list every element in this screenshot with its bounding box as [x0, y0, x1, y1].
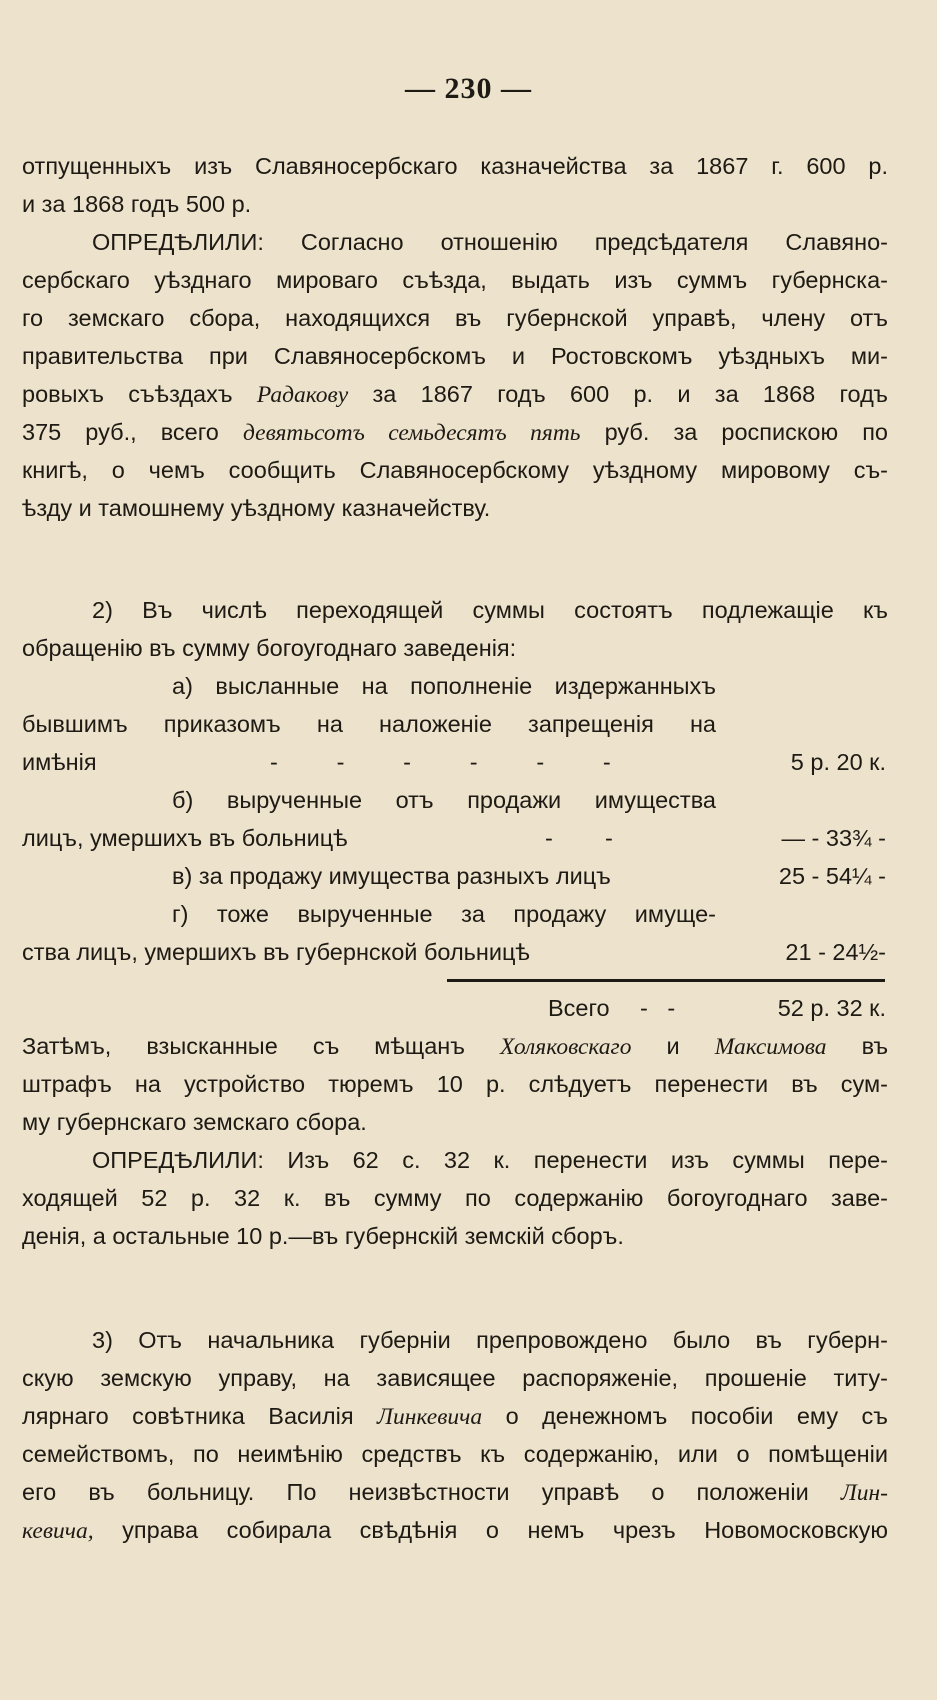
leader-dashes: - -: [640, 995, 676, 1021]
text-span: руб. за роспискою по: [604, 419, 888, 445]
person-name: Холяковскаго: [500, 1034, 632, 1060]
text-line: му губернскаго земскаго сбора.: [22, 1109, 367, 1135]
amount-a: 5 р. 20 к.: [790, 749, 886, 775]
person-name: кевича,: [22, 1518, 94, 1544]
amount-b: — - 33¾ -: [781, 825, 886, 851]
text-line: имѣнія: [22, 749, 97, 775]
person-name: Лин-: [840, 1480, 888, 1506]
resolution-text: Согласно отношенію предсѣдателя Славяно-: [300, 229, 888, 255]
text-line: го земскаго сбора, находящихся въ губернской управѣ, члену отъ: [22, 305, 888, 331]
person-name: Радакову: [256, 382, 349, 408]
text-line: ходящей 52 р. 32 к. въ сумму по содержанію богоугоднаго заве-: [22, 1185, 888, 1211]
total-rule: [447, 979, 885, 982]
person-name: Максимова: [714, 1034, 827, 1060]
text-span: Затѣмъ, взысканные съ мѣщанъ: [22, 1033, 465, 1059]
text-span: лярнаго совѣтника Василія: [22, 1403, 354, 1429]
amount-v: 25 - 54¼ -: [778, 863, 886, 889]
leader-dashes: - - - - - -: [270, 749, 611, 775]
text-line: 2) Въ числѣ переходящей суммы состоятъ подлежащіе къ: [92, 597, 888, 623]
text-line: [22, 1398, 888, 1434]
resolution-text: Изъ 62 с. 32 к. перенести изъ суммы пере-: [287, 1147, 888, 1173]
text-line: лицъ, умершихъ въ больницѣ: [22, 825, 348, 851]
leader-dashes: - -: [545, 825, 613, 851]
person-name: Линкевича: [377, 1404, 483, 1430]
text-line: бывшимъ приказомъ на наложеніе запрещенія на: [22, 711, 716, 737]
text-line: ѣзду и тамошнему уѣздному казначейству.: [22, 495, 491, 521]
text-span: его въ больницу. По неизвѣстности управѣ о положеніи: [22, 1479, 809, 1505]
text-line: денія, а остальные 10 р.—въ губернскій земскій сборъ.: [22, 1223, 624, 1249]
text-line: отпущенныхъ изъ Славяносербскаго казначейства за 1867 г. 600 р.: [22, 153, 888, 179]
text-line: [22, 1512, 888, 1548]
text-line: скую земскую управу, на зависящее распоряженіе, прошеніе титу-: [22, 1365, 888, 1391]
text-span: и: [666, 1033, 680, 1059]
text-span: управа собирала свѣдѣнія о немъ чрезъ Новомосковскую: [122, 1517, 889, 1543]
text-span: 375 руб., всего: [22, 419, 219, 445]
text-line: штрафъ на устройство тюремъ 10 р. слѣдуетъ перенести въ сум-: [22, 1071, 888, 1097]
text-span: въ: [861, 1033, 889, 1059]
text-line: [22, 1474, 888, 1510]
text-line: правительства при Славяносербскомъ и Ростовскомъ уѣздныхъ ми-: [22, 343, 888, 369]
list-item-b: б) вырученные отъ продажи имущества: [172, 787, 716, 813]
text-line: ства лицъ, умершихъ въ губернской больницѣ: [22, 939, 530, 965]
text-line: [22, 376, 888, 412]
text-line: [22, 414, 888, 450]
resolution-line: [92, 1142, 888, 1178]
text-span: за 1867 годъ 600 р. и за 1868 годъ: [372, 381, 888, 407]
text-line: сербскаго уѣзднаго мироваго съѣзда, выдать изъ суммъ губернска-: [22, 267, 888, 293]
resolution-label: ОПРЕДѢЛИЛИ:: [92, 1147, 264, 1173]
text-line: семействомъ, по неимѣнію средствъ къ содержанію, или о помѣщеніи: [22, 1441, 888, 1467]
total-amount: 52 р. 32 к.: [777, 995, 886, 1021]
amount-in-words: девятьсотъ семьдесятъ пять: [242, 420, 581, 446]
page-number: — 230 —: [405, 72, 532, 105]
text-line: 3) Отъ начальника губерніи препровождено было въ губерн-: [92, 1327, 888, 1353]
text-line: и за 1868 годъ 500 р.: [22, 191, 252, 217]
amount-g: 21 - 24½-: [785, 939, 886, 965]
resolution-line: [92, 224, 888, 260]
text-line: книгѣ, о чемъ сообщить Славяносербскому уѣздному мировому съ-: [22, 457, 888, 483]
list-item-v: в) за продажу имущества разныхъ лицъ: [172, 863, 611, 889]
total-label: Всего: [548, 995, 610, 1021]
list-item-g: г) тоже вырученные за продажу имуще-: [172, 901, 716, 927]
text-line: [22, 1028, 888, 1064]
text-span: о денежномъ пособіи ему съ: [505, 1403, 888, 1429]
text-line: обращенію въ сумму богоугоднаго заведенія:: [22, 635, 517, 661]
text-span: ровыхъ съѣздахъ: [22, 381, 233, 407]
list-item-a: а) высланные на пополненіе издержанныхъ: [172, 673, 716, 699]
resolution-label: ОПРЕДѢЛИЛИ:: [92, 229, 264, 255]
